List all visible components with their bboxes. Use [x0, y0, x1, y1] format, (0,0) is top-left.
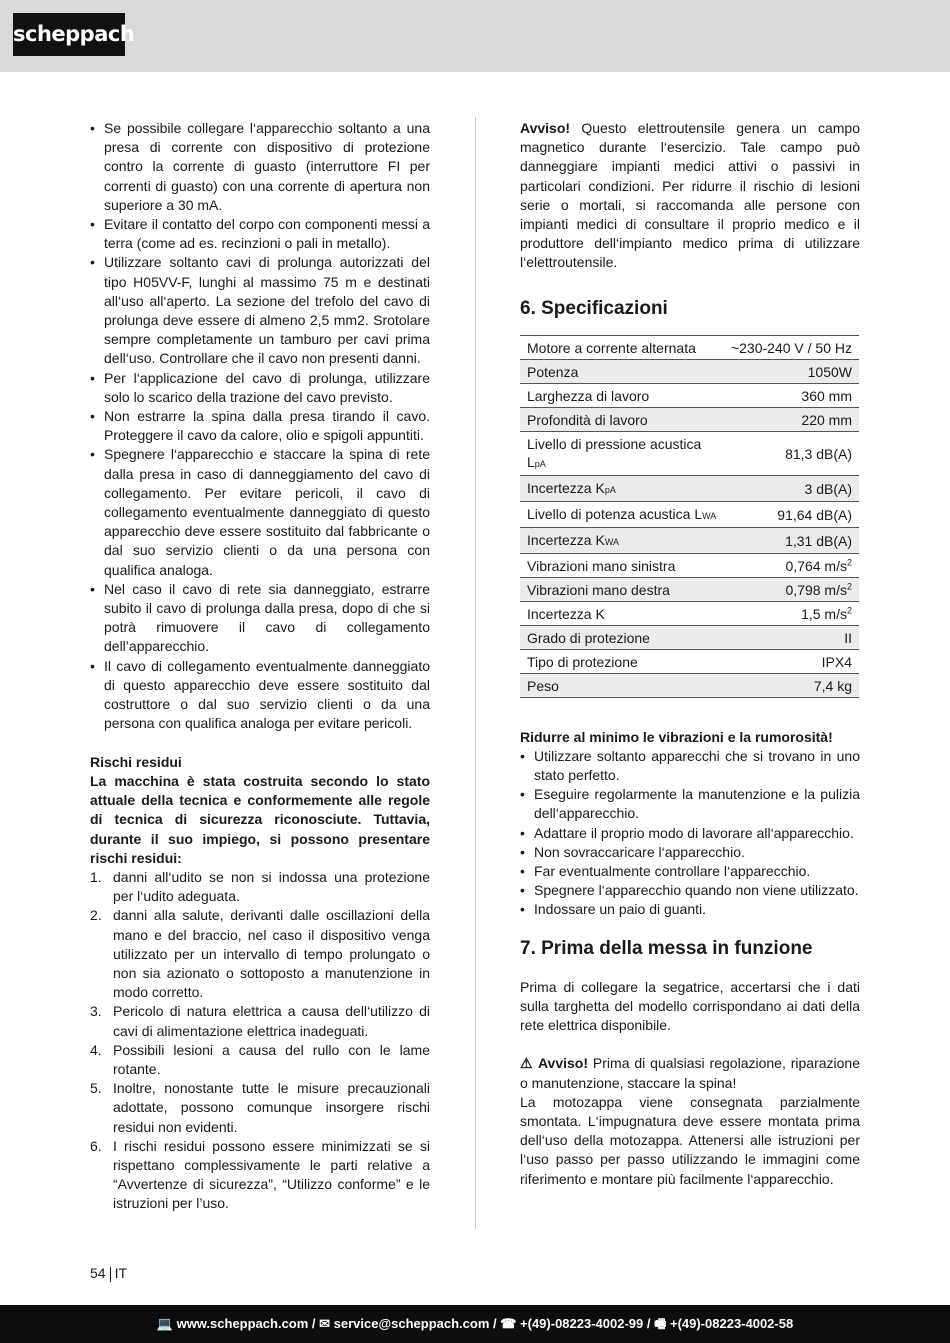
spec-value-text: 91,64 dB(A)	[777, 506, 852, 523]
spec-value	[724, 501, 859, 527]
assembly-paragraph: La motozappa viene consegnata parzialmente smontata. L‘impugnatura deve essere montata prima dell‘uso della motozappa. Attenersi alle istruzioni per l‘uso passo per passo utilizzando le immagini come riferimento e montare più facilmente l‘apparecchio.	[520, 1093, 860, 1187]
spec-value-text: 360 mm	[801, 387, 852, 404]
list-item: • Utilizzare soltanto cavi di prolunga autorizzati del tipo H05VV-F, lunghi al massimo 75 m e destinati all‘uso all‘aperto. La sezione del trefolo del cavo di prolunga deve essere di almeno 2,5 mm2. Srotolare sempre completamente un tamburo per cavi prima dell‘uso. Controllare che il cavo non presenti danni.	[90, 253, 430, 368]
spec-label-subscript: pA	[534, 458, 546, 469]
footer-contact-text: 💻 www.scheppach.com / ✉ service@scheppach.com / ☎ +(49)-08223-4002-99 / 🖷 +(49)-08223-4002-58	[156, 1316, 794, 1331]
item-number: 5.	[90, 1080, 102, 1097]
spec-value-superscript: 2	[846, 556, 852, 567]
spec-row	[520, 673, 859, 697]
page-number-value: 54	[90, 1265, 106, 1281]
spec-value	[724, 601, 859, 625]
right-column	[520, 119, 860, 1189]
spec-label-text: Incertezza K	[527, 531, 605, 548]
page-language: IT	[114, 1265, 128, 1281]
list-item	[90, 868, 430, 906]
list-item	[90, 1137, 430, 1214]
spec-label	[520, 673, 724, 697]
spec-value-text: 1,5 m/s	[801, 605, 847, 622]
spec-value	[724, 649, 859, 673]
magnetic-field-warning	[520, 119, 860, 273]
item-number: 6.	[90, 1137, 102, 1154]
spec-label	[520, 335, 724, 359]
item-number: 4.	[90, 1041, 102, 1058]
spec-value	[724, 359, 859, 383]
item-text: Pericolo di natura elettrica a causa dell‘utilizzo di cavi di alimentazione elettrica inadeguati.	[113, 1003, 430, 1039]
spec-label	[520, 601, 724, 625]
spec-value	[724, 335, 859, 359]
residual-risks-heading: Rischi residui	[90, 753, 182, 770]
spec-value-text: 3 dB(A)	[804, 480, 852, 497]
spec-value-text: 7,4 kg	[813, 677, 852, 694]
section-7-paragraph: Prima di collegare la segatrice, accertarsi che i dati sulla targhetta del modello corrispondano ai dati della rete elettrica disponibile.	[520, 978, 860, 1034]
item-text: danni alla salute, derivanti dalle oscillazioni della mano e del braccio, nel caso il dispositivo venga utilizzato per un intervallo di tempo prolungato o non sia azionato o sottoposto a manutenzione in modo corretto.	[113, 907, 430, 1001]
spec-value-text: II	[844, 629, 852, 646]
list-item: • Non sovraccaricare l‘apparecchio.	[520, 843, 860, 862]
spec-value	[724, 431, 859, 475]
spec-value	[724, 577, 859, 601]
list-item: • Utilizzare soltanto apparecchi che si trovano in uno stato perfetto.	[520, 747, 860, 785]
spec-label	[520, 625, 724, 649]
spec-label-text: Grado di protezione	[527, 629, 650, 646]
spec-row	[520, 527, 859, 553]
page-footer	[0, 1305, 950, 1343]
list-item: • Nel caso il cavo di rete sia danneggiato, estrarre subito il cavo di prolunga dalla presa, dopo di che si potrà rimuovere il cavo di collegamento dell’apparecchio.	[90, 580, 430, 657]
page-number	[90, 1265, 127, 1282]
spec-label-subscript: WA	[702, 510, 717, 521]
spec-value	[724, 673, 859, 697]
list-item: • Il cavo di collegamento eventualmente danneggiato di questo apparecchio deve essere sostituito dal costruttore o dal suo servizio clienti o da una persona con qualifica analoga per evitare pericoli.	[90, 657, 430, 734]
spec-label-text: Profondità di lavoro	[527, 411, 648, 428]
spec-row	[520, 383, 859, 407]
spec-label-text: Livello di pressione acustica L	[527, 435, 702, 470]
vibration-heading: Ridurre al minimo le vibrazioni e la rumorosità!	[520, 728, 833, 745]
list-item: • Indossare un paio di guanti.	[520, 900, 860, 919]
spec-value-text: 1050W	[807, 363, 852, 380]
spec-row	[520, 577, 859, 601]
spec-value-superscript: 2	[846, 580, 852, 591]
unplug-warning	[520, 1054, 860, 1092]
item-text: danni all‘udito se non si indossa una protezione per l‘udito adeguata.	[113, 868, 430, 905]
spec-label	[520, 383, 724, 407]
spec-label-text: Larghezza di lavoro	[527, 387, 650, 404]
list-item	[90, 1002, 430, 1040]
spec-label-text: Vibrazioni mano sinistra	[527, 557, 676, 574]
warning-label: ⚠ Avviso!	[520, 1055, 589, 1072]
list-item: • Spegnere l‘apparecchio quando non viene utilizzato.	[520, 881, 860, 900]
spec-value	[724, 625, 859, 649]
spec-value-text: 1,31 dB(A)	[785, 532, 852, 549]
list-item: • Adattare il proprio modo di lavorare all‘apparecchio.	[520, 824, 860, 843]
spec-label-text: Motore a corrente alternata	[527, 339, 696, 356]
spec-label-text: Incertezza K	[527, 479, 605, 496]
list-item: • Non estrarre la spina dalla presa tirando il cavo. Proteggere il cavo da calore, olio e spigoli appuntiti.	[90, 407, 430, 445]
item-text: I rischi residui possono essere minimizzati se si rispettano complessivamente le parti relative a “Avvertenze di sicurezza”, “Utilizzo conforme” e le istruzioni per l’uso.	[113, 1137, 430, 1212]
spec-row	[520, 335, 859, 359]
vibration-bullet-list	[520, 747, 860, 920]
spec-label-text: Livello di potenza acustica L	[527, 505, 703, 522]
spec-row	[520, 625, 859, 649]
spec-row	[520, 601, 859, 625]
item-text: Inoltre, nonostante tutte le misure precauzionali adottate, possono comunque insorgere rischi residui non evidenti.	[113, 1080, 430, 1135]
spec-label-subscript: pA	[604, 484, 616, 495]
spec-label-text: Vibrazioni mano destra	[527, 581, 670, 598]
spec-value	[724, 407, 859, 431]
spec-row	[520, 475, 859, 501]
item-text: Possibili lesioni a causa del rullo con le lame rotante.	[113, 1041, 430, 1077]
specifications-table	[520, 335, 859, 698]
spec-label	[520, 527, 724, 553]
list-item	[90, 906, 430, 1002]
spec-row	[520, 407, 859, 431]
left-column	[90, 119, 430, 1214]
spec-label	[520, 431, 724, 475]
spec-value	[724, 475, 859, 501]
spec-value-text: IPX4	[821, 653, 852, 670]
warning-text: Questo elettroutensile genera un campo magnetico durante l‘esercizio. Tale campo può danneggiare impianti medici attivi o passivi in particolari condizioni. Per ridurre il rischio di lesioni serie o mortali, si raccomanda alle persone con impianti medici di consultare il proprio medico e il produttore dell‘impianto medico prima di utilizzare l‘elettroutensile.	[520, 120, 860, 271]
spec-row	[520, 553, 859, 577]
spec-value-text: 0,764 m/s	[785, 557, 847, 574]
residual-risks-intro: La macchina è stata costruita secondo lo stato attuale della tecnica e conformemente alle regole di tecnica di sicurezza riconosciute. Tuttavia, durante il suo impiego, si possono presentare rischi residui:	[90, 772, 430, 866]
spec-label	[520, 501, 724, 527]
spec-label-text: Potenza	[527, 363, 579, 380]
list-item: • Evitare il contatto del corpo con componenti messi a terra (come ad es. recinzioni o pali in metallo).	[90, 215, 430, 253]
spec-label	[520, 553, 724, 577]
item-number: 3.	[90, 1003, 102, 1020]
list-item	[90, 1079, 430, 1137]
spec-label-text: Tipo di protezione	[527, 653, 638, 670]
spec-value	[724, 553, 859, 577]
item-number: 1.	[90, 868, 102, 885]
column-divider	[475, 117, 476, 1229]
section-7-heading: 7. Prima della messa in funzione	[520, 937, 813, 959]
list-item	[90, 1041, 430, 1079]
list-item: • Far eventualmente controllare l‘apparecchio.	[520, 862, 860, 881]
spec-value-superscript: 2	[846, 604, 852, 615]
spec-label	[520, 577, 724, 601]
spec-value-text: ~230-240 V / 50 Hz	[730, 339, 852, 356]
warning-text: Prima di qualsiasi regolazione, riparazione o manutenzione, staccare la spina!	[520, 1055, 860, 1091]
spec-row	[520, 359, 859, 383]
spec-row	[520, 649, 859, 673]
spec-row	[520, 431, 859, 475]
list-item: • Eseguire regolarmente la manutenzione e la pulizia dell‘apparecchio.	[520, 785, 860, 823]
spec-label-text: Peso	[527, 677, 559, 694]
scheppach-logo: scheppach	[13, 13, 125, 56]
list-item: • Per l‘applicazione del cavo di prolunga, utilizzare solo lo scarico della trazione del cavo previsto.	[90, 369, 430, 407]
spec-label-subscript: WA	[604, 536, 619, 547]
spec-label-text: Incertezza K	[527, 605, 605, 622]
item-number: 2.	[90, 907, 102, 924]
spec-row	[520, 501, 859, 527]
list-item: • Se possibile collegare l‘apparecchio soltanto a una presa di corrente con dispositivo di protezione contro la corrente di guasto (interruttore FI per correnti di guasto) con una corrente di apertura non superiore a 30 mA.	[90, 119, 430, 215]
page-header	[0, 0, 950, 72]
spec-label	[520, 407, 724, 431]
spec-label	[520, 649, 724, 673]
spec-label	[520, 475, 724, 501]
spec-value-text: 0,798 m/s	[785, 581, 847, 598]
list-item: • Spegnere l‘apparecchio e staccare la spina di rete dalla presa in caso di danneggiamento del cavo di collegamento. Per evitare pericoli, il cavo di collegamento eventualmente danneggiato di questo apparecchio deve essere sostituito dal fabbricante o dal suo servizio clienti o da una persona con qualifica analoga.	[90, 445, 430, 579]
spec-value	[724, 527, 859, 553]
spec-value	[724, 383, 859, 407]
page-number-separator	[110, 1267, 111, 1282]
section-6-heading: 6. Specificazioni	[520, 297, 668, 319]
safety-bullet-list	[90, 119, 430, 734]
spec-label	[520, 359, 724, 383]
residual-risks-list	[90, 868, 430, 1214]
spec-value-text: 81,3 dB(A)	[785, 445, 852, 462]
spec-value-text: 220 mm	[801, 411, 852, 428]
warning-label: Avviso!	[520, 120, 571, 136]
